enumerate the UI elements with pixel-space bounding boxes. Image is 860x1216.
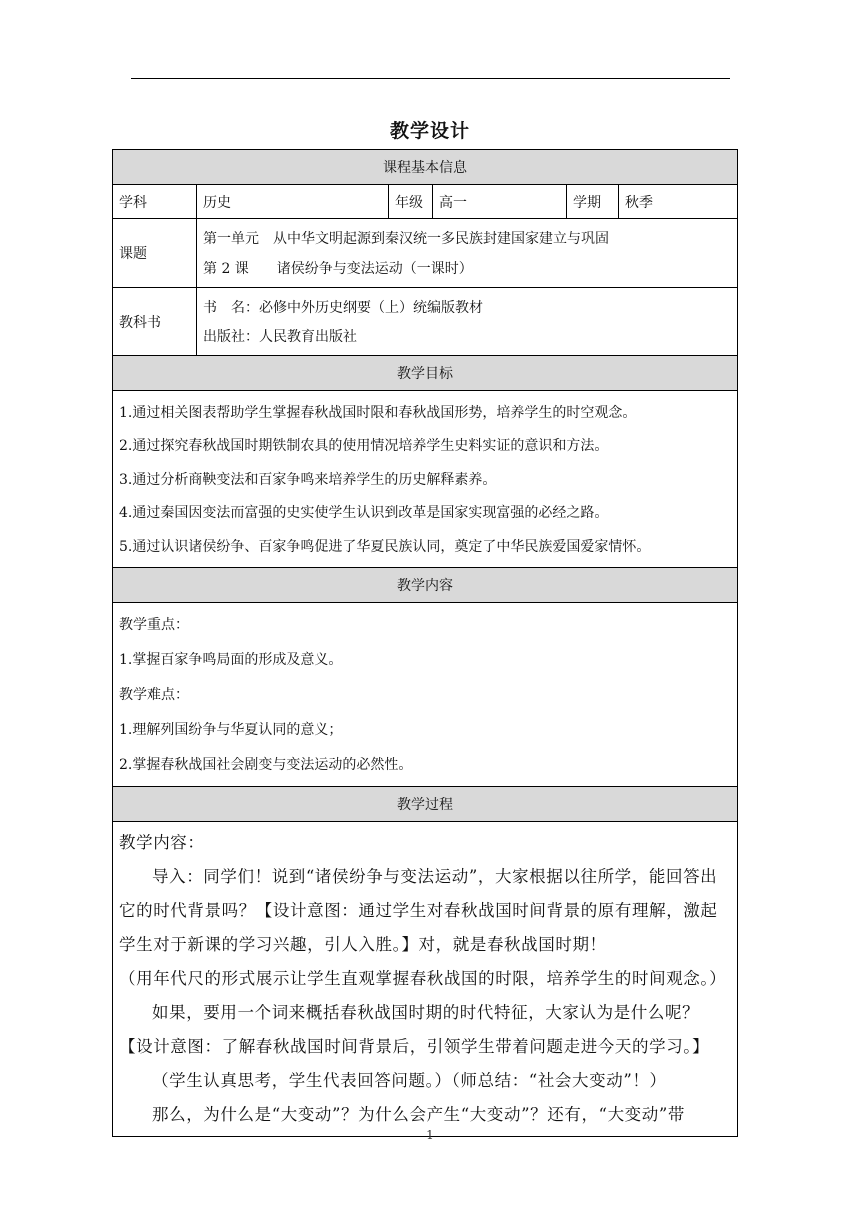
difficult-point-item: 1.理解列国纷争与华夏认同的意义； <box>119 722 343 738</box>
subject-label: 学科 <box>113 185 197 218</box>
section-header-objectives: 教学目标 <box>113 356 738 391</box>
term-label: 学期 <box>567 185 619 218</box>
basic-info-row <box>113 185 738 219</box>
grade-value: 高一 <box>433 185 567 218</box>
difficult-point-item: 2.掌握春秋战国社会剧变与变法运动的必然性。 <box>119 757 413 773</box>
subject-value: 历史 <box>197 185 389 218</box>
topic-lesson: 第 2 课 诸侯纷争与变法运动（一课时） <box>203 261 473 277</box>
textbook-value <box>197 288 737 355</box>
textbook-row <box>113 288 738 356</box>
topic-unit: 第一单元 从中华文明起源到秦汉统一多民族封建国家建立与巩固 <box>203 231 609 247</box>
objective-item: 3.通过分析商鞅变法和百家争鸣来培养学生的历史解释素养。 <box>119 471 497 488</box>
textbook-publisher: 出版社：人民教育出版社 <box>203 329 357 346</box>
process-line: 导入：同学们！说到“诸侯纷争与变法运动”，大家根据以往所学，能回答出 <box>152 866 718 886</box>
process-line: 那么，为什么是“大变动”？为什么会产生“大变动”？还有，“大变动”带 <box>152 1104 686 1124</box>
section-header-content: 教学内容 <box>113 568 738 603</box>
process-line: 【设计意图：了解春秋战国时间背景后，引领学生带着问题走进今天的学习。】 <box>119 1036 710 1056</box>
process-text <box>113 822 737 1136</box>
key-points-label: 教学重点： <box>119 617 189 633</box>
process-line: 学生对于新课的学习兴趣，引人入胜。】对，就是春秋战国时期！ <box>119 934 607 954</box>
content-row <box>113 603 738 787</box>
process-line: （用年代尺的形式展示让学生直观掌握春秋战国的时限，培养学生的时间观念。） <box>119 968 727 988</box>
process-line: （学生认真思考，学生代表回答问题。）（师总结：“社会大变动”！） <box>152 1070 667 1090</box>
process-line: 它的时代背景吗？【设计意图：通过学生对春秋战国时间背景的原有理解，激起 <box>119 900 718 920</box>
term-value: 秋季 <box>625 194 653 211</box>
header-rule <box>131 78 730 79</box>
process-row <box>113 822 738 1137</box>
topic-row <box>113 219 738 288</box>
objectives-list <box>113 391 737 567</box>
textbook-name: 书 名：必修中外历史纲要（上）统编版教材 <box>203 299 483 316</box>
objectives-row <box>113 391 738 568</box>
process-line: 如果，要用一个词来概括春秋战国时期的时代特征，大家认为是什么呢？ <box>152 1002 700 1022</box>
section-header-basic-info: 课程基本信息 <box>113 150 738 185</box>
textbook-label: 教科书 <box>113 288 197 355</box>
page-number: 1 <box>426 1128 434 1142</box>
section-header-process: 教学过程 <box>113 787 738 822</box>
difficult-points-label: 教学难点： <box>119 687 189 703</box>
topic-value <box>197 219 737 287</box>
objective-item: 2.通过探究春秋战国时期铁制农具的使用情况培养学生史料实证的意识和方法。 <box>119 438 609 455</box>
key-point-item: 1.掌握百家争鸣局面的形成及意义。 <box>119 652 343 668</box>
objective-item: 4.通过秦国因变法而富强的史实使学生认识到改革是国家实现富强的必经之路。 <box>119 505 609 522</box>
document-title: 教学设计 <box>389 120 470 142</box>
content-list <box>113 603 737 786</box>
objective-item: 5.通过认识诸侯纷争、百家争鸣促进了华夏民族认同，奠定了中华民族爱国爱家情怀。 <box>119 538 651 555</box>
topic-label: 课题 <box>113 219 197 287</box>
process-line: 教学内容： <box>119 832 205 852</box>
lesson-plan-table <box>112 149 738 1137</box>
objective-item: 1.通过相关图表帮助学生掌握春秋战国时限和春秋战国形势，培养学生的时空观念。 <box>119 404 637 421</box>
grade-label: 年级 <box>389 185 433 218</box>
